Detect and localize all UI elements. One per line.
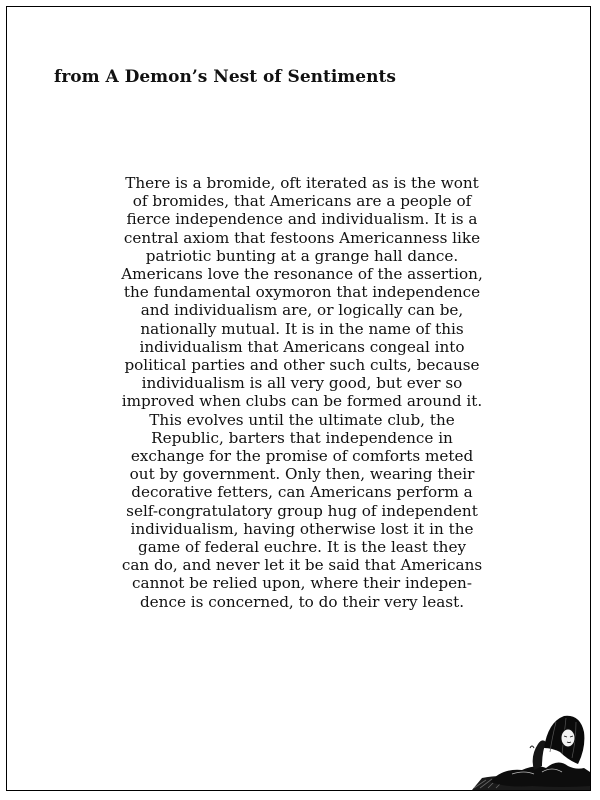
face-shape [561, 729, 575, 747]
body-line: Americans love the resonance of the assertion, [121, 265, 483, 284]
body-line: game of federal euchre. It is the least they [137, 538, 467, 557]
body-line: individualism is all very good, but ever so [141, 374, 463, 393]
reclining-demon-illustration [472, 708, 590, 790]
body-line: political parties and other such cults, because [124, 356, 480, 375]
body-line: There is a bromide, oft iterated as is the wont [125, 174, 479, 192]
body-line: Republic, barters that independence in [151, 428, 453, 447]
body-line: of bromides, that Americans are a people of [132, 192, 472, 211]
body-line: cannot be relied upon, where their indepen- [132, 574, 472, 593]
body-line: the fundamental oxymoron that independence [123, 283, 481, 302]
body-line: fierce independence and individualism. It is a [126, 210, 478, 229]
body-line: and individualism are, or logically can be, [140, 301, 464, 320]
body-line: patriotic bunting at a grange hall dance. [145, 246, 459, 265]
arm-shape [533, 740, 546, 770]
body-line: self-congratulatory group hug of independent [126, 501, 478, 520]
body-line: out by government. Only then, wearing their [129, 465, 475, 484]
body-line: individualism, having otherwise lost it in the [130, 519, 474, 538]
essay-body [77, 174, 527, 611]
body-line: individualism that Americans congeal into [139, 337, 465, 356]
body-line: This evolves until the ultimate club, the [149, 410, 455, 429]
body-line: can do, and never let it be said that Americans [121, 556, 483, 575]
page-heading: from A Demon’s Nest of Sentiments [54, 67, 396, 87]
page-frame [6, 6, 591, 791]
body-line: nationally mutual. It is in the name of this [140, 319, 464, 338]
body-line: decorative fetters, can Americans perform a [131, 483, 473, 502]
body-line: exchange for the promise of comforts meted [130, 447, 474, 466]
body-line: central axiom that festoons Americanness like [123, 228, 481, 247]
body-line: dence is concerned, to do their very least. [139, 592, 465, 611]
body-line: improved when clubs can be formed around it. [121, 392, 483, 411]
